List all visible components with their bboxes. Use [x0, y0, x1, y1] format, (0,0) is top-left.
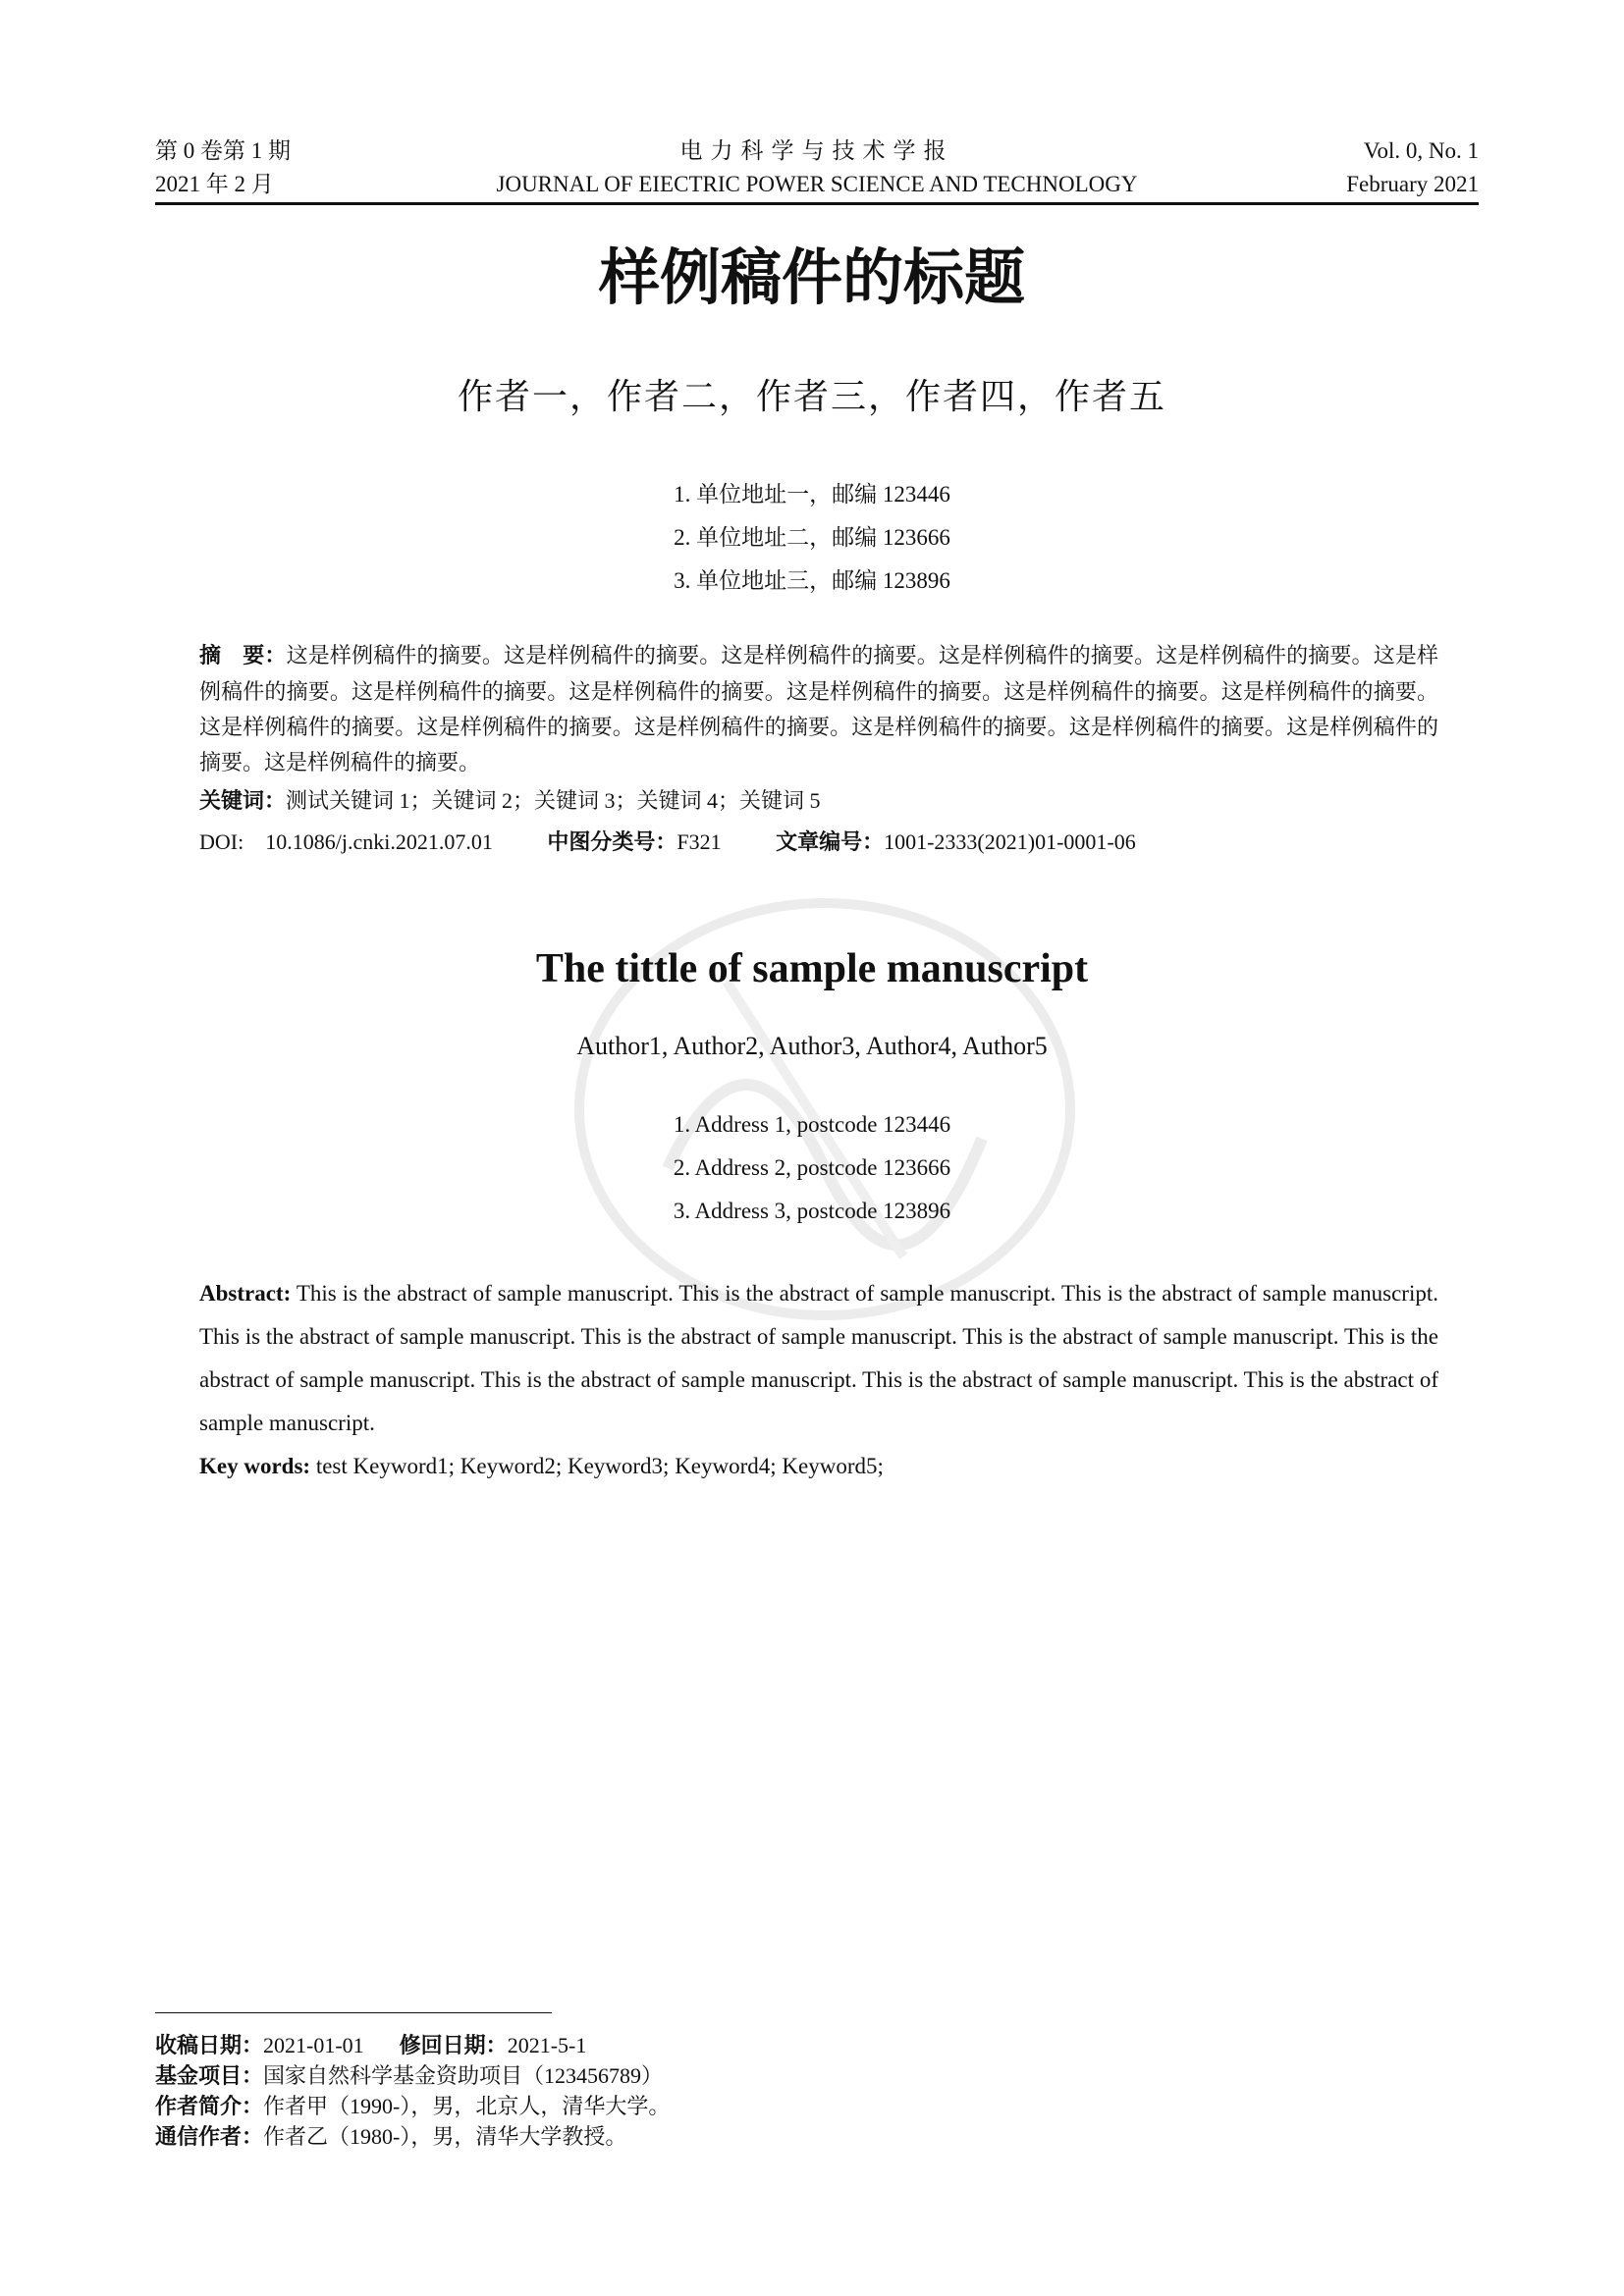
- en-abstract-text: This is the abstract of sample manuscript. This is the abstract of sample manuscript. This is the abstract of sample manuscript. This is the abstract of sample manuscript. This is the abstract of sample manuscript. This is the abstract of sample manuscript. This is the abstract of sample manuscript. This is the abstract of sample manuscript. This is the abstract of sample manuscript. This is the abstract of sample manuscript.: [199, 1281, 1438, 1435]
- en-title: The tittle of sample manuscript: [535, 946, 1089, 991]
- en-affiliation: 1. Address 1, postcode 123446: [673, 1112, 951, 1137]
- en-abstract-label: Abstract:: [199, 1281, 292, 1306]
- en-affiliations: [0, 1103, 1624, 1233]
- article-meta-line: [199, 825, 1438, 861]
- cn-affiliations: [0, 473, 1624, 603]
- en-keywords: [199, 1447, 1438, 1486]
- cn-keywords-text: 测试关键词 1；关键词 2；关键词 3；关键词 4；关键词 5: [286, 788, 821, 813]
- bio-value: 作者甲（1990-），男，北京人，清华大学。: [263, 2094, 671, 2118]
- article-number-value: 1001-2333(2021)01-0001-06: [884, 829, 1136, 854]
- footnote-fund: [155, 2060, 1432, 2091]
- en-affiliation: 3. Address 3, postcode 123896: [673, 1199, 951, 1223]
- cn-affiliation: 2. 单位地址二，邮编 123666: [674, 525, 950, 550]
- clc-label: 中图分类号：: [547, 830, 677, 855]
- footnote-dates: [155, 2030, 1432, 2060]
- en-affiliation: 2. Address 2, postcode 123666: [673, 1155, 951, 1180]
- cn-abstract-label: 摘 要：: [199, 644, 287, 668]
- bio-label: 作者简介：: [155, 2095, 264, 2119]
- issue-info-en: [1346, 134, 1479, 201]
- journal-name: [155, 134, 1479, 201]
- doi-label: DOI:: [199, 829, 244, 854]
- revised-label: 修回日期：: [399, 2034, 508, 2058]
- header-rule: [155, 202, 1479, 205]
- doi-value: 10.1086/j.cnki.2021.07.01: [265, 829, 493, 854]
- footnote-corresponding: [155, 2121, 1432, 2152]
- cn-affiliation: 1. 单位地址一，邮编 123446: [674, 482, 950, 507]
- en-abstract: [199, 1272, 1438, 1445]
- issue-date: 2021 年 2 月: [155, 172, 274, 196]
- cn-keywords-label: 关键词：: [199, 789, 287, 814]
- corresponding-value: 作者乙（1980-），男，清华大学教授。: [263, 2124, 627, 2149]
- journal-name-cn: 电力科学与技术学报: [679, 138, 954, 163]
- en-keywords-text: test Keyword1; Keyword2; Keyword3; Keyword4; Keyword5;: [310, 1454, 884, 1478]
- article-number-label: 文章编号：: [776, 830, 885, 855]
- volume-issue-en: Vol. 0, No. 1: [1363, 138, 1479, 163]
- journal-name-en: JOURNAL OF EIECTRIC POWER SCIENCE AND TECHNOLOGY: [496, 172, 1138, 196]
- received-date: 2021-01-01: [263, 2033, 364, 2057]
- cn-abstract: [199, 638, 1438, 780]
- footnote-rule: [155, 2012, 552, 2013]
- doi: [199, 825, 493, 860]
- clc-value: F321: [677, 829, 722, 854]
- corresponding-label: 通信作者：: [155, 2125, 264, 2150]
- article-number: [776, 825, 1136, 861]
- footnote-author-bio: [155, 2091, 1432, 2121]
- clc-number: [547, 825, 721, 861]
- en-keywords-label: Key words:: [199, 1454, 311, 1478]
- cn-keywords: [199, 783, 1438, 820]
- received-label: 收稿日期：: [155, 2034, 264, 2058]
- running-header: [155, 134, 1479, 205]
- volume-issue: 第 0 卷第 1 期: [155, 138, 291, 163]
- cn-title: 样例稿件的标题: [598, 241, 1025, 313]
- en-authors: Author1, Author2, Author3, Author4, Author5: [576, 1032, 1048, 1060]
- footnotes: [155, 2030, 1432, 2152]
- fund-label: 基金项目：: [155, 2064, 264, 2089]
- fund-value: 国家自然科学基金资助项目（123456789）: [263, 2063, 664, 2088]
- cn-authors: 作者一，作者二，作者三，作者四，作者五: [457, 377, 1166, 416]
- issue-date-en: February 2021: [1346, 172, 1479, 196]
- cn-abstract-text: 这是样例稿件的摘要。这是样例稿件的摘要。这是样例稿件的摘要。这是样例稿件的摘要。这是样例稿件的摘要。这是样例稿件的摘要。这是样例稿件的摘要。这是样例稿件的摘要。这是样例稿件的摘要。这是样例稿件的摘要。这是样例稿件的摘要。这是样例稿件的摘要。这是样例稿件的摘要。这是样例稿件的摘要。这是样例稿件的摘要。这是样例稿件的摘要。这是样例稿件的摘要。这是样例稿件的摘要。: [199, 643, 1438, 774]
- revised-date: 2021-5-1: [507, 2033, 587, 2057]
- cn-affiliation: 3. 单位地址三，邮编 123896: [674, 568, 950, 593]
